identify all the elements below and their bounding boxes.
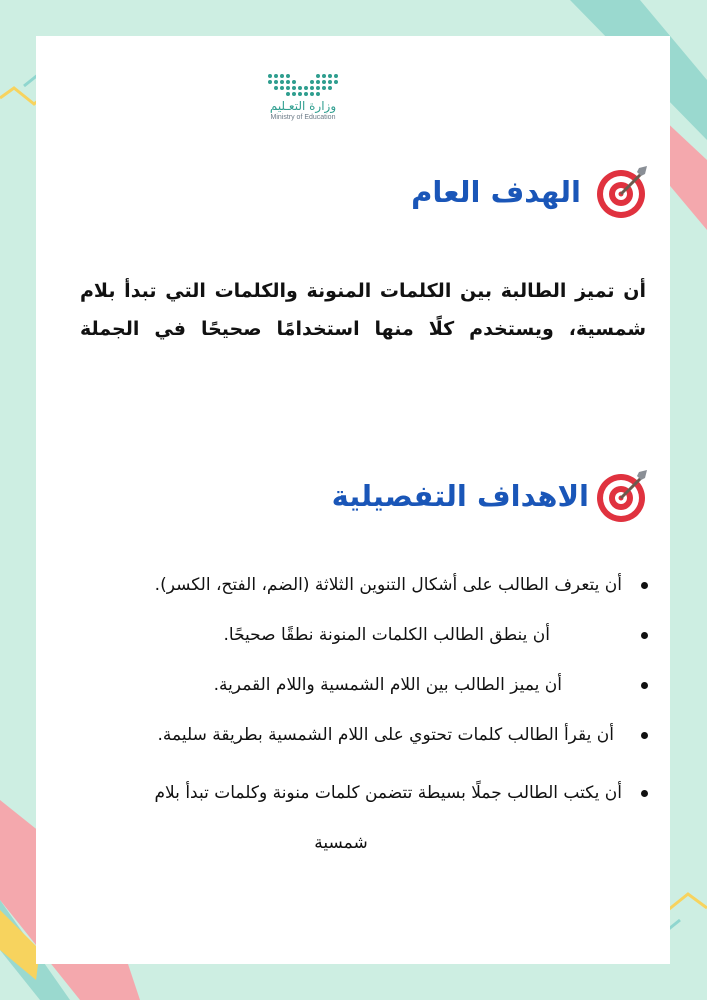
list-item <box>60 768 650 868</box>
list-item-text: أن يقرأ الطالب كلمات تحتوي على اللام الشمسية بطريقة سليمة. <box>157 725 614 745</box>
logo-dots-icon <box>264 68 342 98</box>
general-goal-line2: شمسية، ويستخدم كلًا منها استخدامًا صحيحًا في الجملة <box>80 318 646 340</box>
target-icon <box>595 164 651 220</box>
target-icon <box>595 468 651 524</box>
general-goal-heading <box>411 162 651 222</box>
bullet-icon <box>641 790 648 797</box>
bullet-icon <box>641 632 648 639</box>
general-goal-text <box>80 272 646 348</box>
list-item-text: أن يميز الطالب بين اللام الشمسية واللام القمرية. <box>213 675 562 695</box>
logo-arabic-text: وزارة التعـليم <box>269 99 337 113</box>
detailed-goals-heading <box>332 466 651 526</box>
ministry-logo <box>262 68 344 132</box>
bullet-icon <box>641 682 648 689</box>
list-item-continuation: شمسية <box>314 833 368 853</box>
general-goal-title: الهدف العام <box>411 175 581 209</box>
list-item-text: أن يكتب الطالب جملًا بسيطة تتضمن كلمات منونة وكلمات تبدأ بلام <box>154 783 622 803</box>
detailed-goals-title: الاهداف التفصيلية <box>331 479 589 513</box>
list-item <box>60 668 650 702</box>
bullet-icon <box>641 582 648 589</box>
list-item-text: أن ينطق الطالب الكلمات المنونة نطقًا صحيحًا. <box>223 625 550 645</box>
bullet-icon <box>641 732 648 739</box>
detailed-goals-list <box>60 568 650 884</box>
general-goal-line1: أن تميز الطالبة بين الكلمات المنونة والكلمات التي تبدأ بلام <box>80 280 646 302</box>
logo-english-text: Ministry of Education <box>270 114 336 121</box>
list-item-text: أن يتعرف الطالب على أشكال التنوين الثلاثة (الضم، الفتح، الكسر). <box>154 575 622 595</box>
list-item <box>60 718 650 752</box>
list-item <box>60 618 650 652</box>
list-item <box>60 568 650 602</box>
